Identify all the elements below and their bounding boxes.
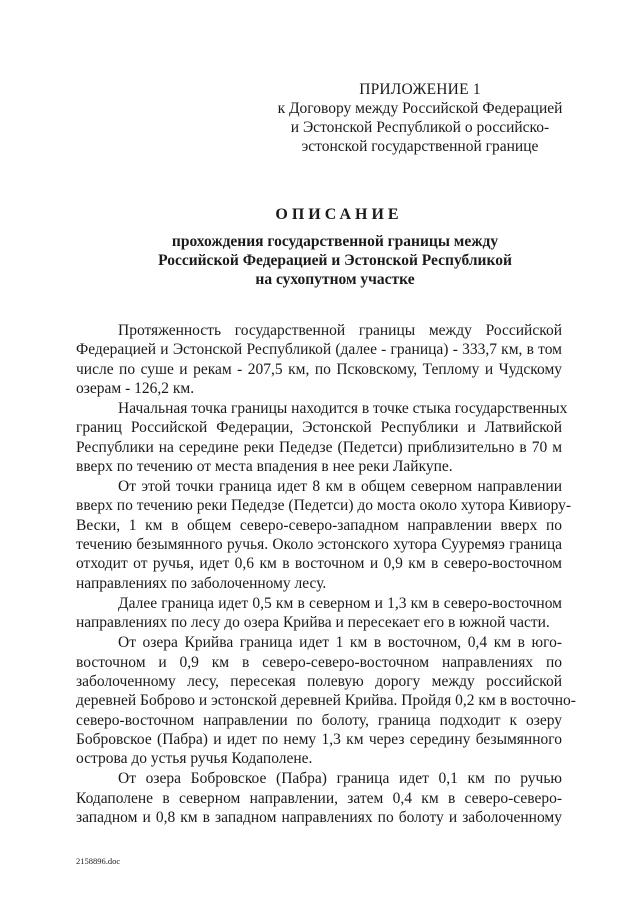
paragraph-line: деревней Боброво и эстонской деревней Крийва. Пройдя 0,2 км в восточно- (76, 692, 576, 710)
paragraph-line: озерам - 126,2 км. (76, 379, 195, 397)
paragraph-line: От озера Крийва граница идет 1 км в восточном, 0,4 км в юго- (118, 634, 562, 652)
document-subtitle-line: прохождения государственной границы между (171, 233, 499, 250)
paragraph (76, 399, 568, 476)
paragraph-line: Начальная точка границы находится в точке стыка государственных (118, 400, 568, 418)
paragraph-line: Бобровское (Пабра) и идет по нему 1,3 км через середину безымянного (76, 730, 562, 748)
paragraph-line: Федерацией и Эстонской Республикой (далее - граница) - 333,7 км, в том (76, 341, 562, 359)
paragraph-line: Протяженность государственной границы между Российской (118, 322, 562, 339)
paragraph-line: границ Российской Федерации, Эстонской Республики и Латвийской (76, 419, 562, 437)
document-subtitle-line: Российской Федерацией и Эстонской Республикой (158, 252, 512, 269)
paragraph-line: направлениях по заболоченному лесу. (76, 574, 327, 592)
appendix-header (270, 80, 570, 156)
paragraph-line: числе по суше и рекам - 207,5 км, по Псковскому, Теплому и Чудскому (76, 360, 562, 378)
document-subtitle-line: на сухопутном участке (255, 271, 415, 288)
paragraph (76, 769, 562, 827)
paragraph-line: вверх по течению от места впадения в нее реки Лайкупе. (76, 457, 453, 475)
appendix-line: к Договору между Российской Федерацией (277, 100, 563, 117)
paragraph-line: Кодаполене в северном направлении, затем 0,4 км в северо-северо- (76, 789, 562, 807)
paragraph-line: восточном и 0,9 км в северо-северо-восточном направлениях по (76, 653, 562, 671)
paragraph-line: От озера Бобровское (Пабра) граница идет 0,1 км по ручью (118, 770, 562, 788)
paragraph (76, 477, 572, 593)
document-title: ОПИСАНИЕ (275, 206, 403, 223)
paragraph-line: западном и 0,8 км в западном направлениях по болоту и заболоченному (76, 808, 562, 826)
paragraph-line: заболоченному лесу, пересекая полевую дорогу между российской (76, 672, 562, 690)
appendix-line: и Эстонской Республикой о российско- (290, 119, 550, 136)
paragraph (76, 594, 562, 633)
paragraph-line: Далее граница идет 0,5 км в северном и 1,3 км в северо-восточном (118, 594, 562, 612)
paragraph-line: северо-восточном направлении по болоту, граница подходит к озеру (76, 711, 562, 729)
paragraph-line: От этой точки граница идет 8 км в общем северном направлении (118, 478, 562, 496)
paragraph-line: отходит от ручья, идет 0,6 км в восточном и 0,9 км в северо-восточном (76, 555, 562, 573)
paragraph-line: течению безымянного ручья. Около эстонского хутора Сууремяэ граница (76, 536, 562, 554)
appendix-line: эстонской государственной границе (301, 138, 539, 155)
paragraph-line: вверх по течению реки Педедзе (Педетси) до моста около хутора Кивиору- (76, 497, 572, 515)
paragraph-line: направлениях по лесу до озера Крийва и пересекает его в южной части. (76, 614, 550, 632)
paragraph-line: Вески, 1 км в общем северо-северо-западном направлении вверх по (76, 516, 562, 534)
paragraph (76, 633, 576, 768)
paragraph-line: острова до устья ручья Кодаполене. (76, 750, 313, 768)
document-heading (90, 205, 580, 289)
document-body (76, 321, 576, 828)
appendix-title: ПРИЛОЖЕНИЕ 1 (359, 81, 481, 98)
paragraph-line: Республики на середине реки Педедзе (Педетси) приблизительно в 70 м (76, 438, 562, 456)
file-name-footer: 2158896.doc (76, 856, 121, 866)
paragraph (76, 321, 562, 398)
